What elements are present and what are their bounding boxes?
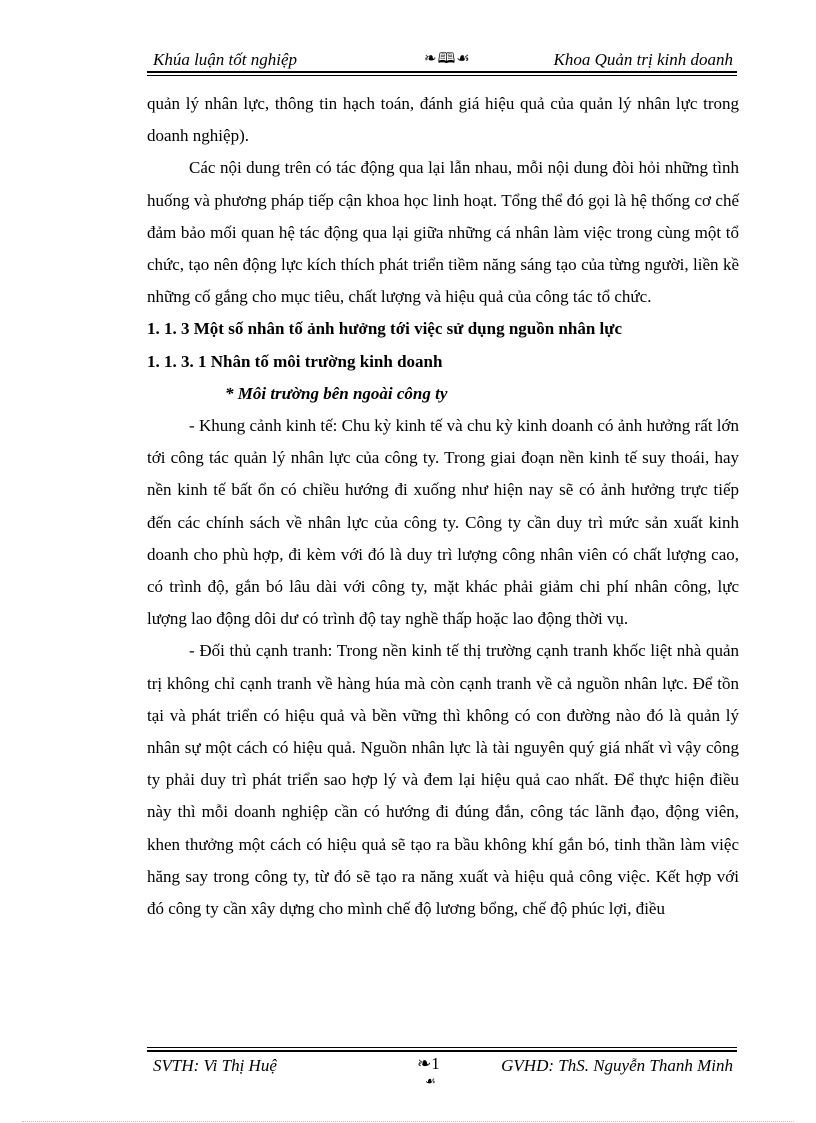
header-rule-thin [147,75,737,76]
page-bottom-dotted-line [22,1121,794,1122]
footer-rule-thick [147,1050,737,1052]
fleuron-icon: ☙ [425,1074,436,1088]
footer-rule-thin [147,1047,737,1048]
book-ornament-icon: ❧🕮☙ [424,51,471,67]
paragraph-continuation: quản lý nhân lực, thông tin hạch toán, đánh giá hiệu quả của quản lý nhân lực trong doanh nghiệp). [147,94,739,146]
header-faculty-label: Khoa Quản trị kinh doanh [553,50,733,69]
header-rule-thick [147,71,737,73]
subheading-external-environment: * Môi trường bên ngoài công ty [225,383,448,403]
paragraph-economic-context: - Khung cảnh kinh tế: Chu kỳ kinh tế và chu kỳ kinh doanh có ảnh hưởng rất lớn tới công tác quản lý nhân lực của công ty. Trong giai đoạn nền kinh tế suy thoái, hay nền kinh tế bất ổn có chiều hướng đi xuống như hiện nay sẽ có ảnh hưởng trực tiếp đến các chính sách về nhân lực của công ty. Công ty cần duy trì mức sản xuất kinh doanh cho phù hợp, đi kèm với đó là duy trì lượng công nhân viên có chất lượng cao, có trình độ, gắn bó lâu dài với công ty, mặt khác phải giảm chi phí nhân công, lực lượng lao động dôi dư có trình độ tay nghề thấp hoặc lao động thời vụ. [147,416,739,629]
page-footer [147,1054,737,1094]
section-heading-1-1-3-1: 1. 1. 3. 1 Nhân tố môi trường kinh doanh [147,351,443,371]
page-body [147,88,739,925]
page-number: ❧1 [417,1054,440,1073]
section-heading-1-1-3: 1. 1. 3 Một số nhân tố ảnh hưởng tới việc sử dụng nguồn nhân lực [147,319,623,339]
header-thesis-label: Khúa luận tốt nghiệp [153,50,298,69]
footer-student-label: SVTH: Vi Thị Huệ [153,1056,277,1075]
page-header [147,47,737,73]
footer-advisor-label: GVHD: ThS. Nguyễn Thanh Minh [501,1056,733,1075]
paragraph-content-interaction: Các nội dung trên có tác động qua lại lẫn nhau, mỗi nội dung đòi hỏi những tình huống và phương pháp tiếp cận khoa học linh hoạt. Tổng thể đó gọi là hệ thống cơ chế đảm bảo mối quan hệ tác động qua lại giữa những cá nhân làm việc trong cùng một tổ chức, tạo nên động lực kích thích phát triển tiềm năng sáng tạo của từng người, liền kề những cố gắng cho mục tiêu, chất lượng và hiệu quả của công tác tổ chức. [147,158,739,307]
paragraph-competitors: - Đối thủ cạnh tranh: Trong nền kinh tế thị trường cạnh tranh khốc liệt nhà quản trị không chỉ cạnh tranh về hàng húa mà còn cạnh tranh về cả nguồn nhân lực. Để tồn tại và phát triển có hiệu quả và bền vững thì không có con đường nào đó là quản lý nhân sự một cách có hiệu quả. Nguồn nhân lực là tài nguyên quý giá nhất vì vậy công ty phải duy trì phát triển sao hợp lý và đem lại hiệu quả cao nhất. Để thực hiện điều này thì mỗi doanh nghiệp cần có hướng đi đúng đắn, công tác lãnh đạo, động viên, khen thưởng một cách có hiệu quả sẽ tạo ra bầu không khí gắn bó, tinh thần làm việc hăng say trong công ty, từ đó sẽ tạo ra năng xuất và hiệu quả công việc. Kết hợp với đó công ty cần xây dựng cho mình chế độ lương bổng, chế độ phúc lợi, điều [147,641,739,919]
